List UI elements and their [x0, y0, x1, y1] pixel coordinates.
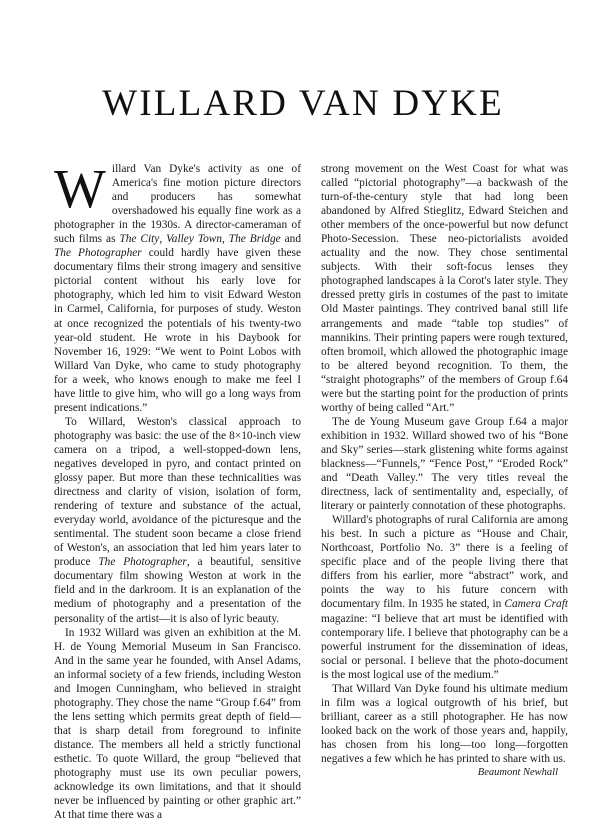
italic-title: Camera Craft — [504, 598, 568, 611]
italic-title: The Photographer — [54, 247, 142, 260]
italic-title: The Photographer — [98, 556, 187, 569]
paragraph-1 — [54, 158, 301, 415]
paragraph-6: Willard's photographs of rural California are among his best. In such a picture as “House and Chair, Northcoast, Portfolio No. 3” there is a feeling of specific place and of the people living there that differs from his earlier, more “abstract” work, and points the way to his future concern with documentary film. In 1935 he stated, in Camera Craft magazine: “I believe that art must be identified with contemporary life. I believe that photography can be a powerful instrument for the dissemination of ideas, social or personal. I believe that the photo-document is the most logical use of the medium.” — [321, 514, 568, 681]
paragraph-2: To Willard, Weston's classical approach to photography was basic: the use of the 8×10-inch view camera on a tripod, a well-stopped-down lens, negatives developed in pyro, and contact printed on glossy paper. But more than these technicalities was directness and clarity of vision, isolation of form, rendering of texture and substance of the actual, everyday world, avoidance of the picturesque and the sentimental. The student soon became a close friend of Weston's, an association that led him years later to produce The Photographer, a beautiful, sensitive documentary film showing Weston at work in the field and in the darkroom. It is an explanation of the medium of photography and a presentation of the personality of the artist—it is also of lyric beauty. — [54, 415, 302, 625]
italic-title: Valley Town — [166, 233, 222, 246]
paragraph-3: In 1932 Willard was given an exhibition at the M. H. de Young Memorial Museum in San Francisco. And in the same year he founded, with Ansel Adams, an informal society of a few friends, including Weston and Imogen Cunningham, who believed in straight photography. They chose the name “Group f.64” from the lens setting which permits great depth of field—that is sharp detail from foreground to infinite distance. The members all held a strictly functional esthetic. To quote Willard, the group “believed that photography must use its own peculiar powers, acknowledge its own limitations, and that it should never be influenced by painting or other graphic art.” At that time there was a — [54, 626, 301, 822]
drop-cap: W — [54, 158, 106, 219]
left-column — [54, 158, 302, 822]
italic-title: The Bridge — [228, 233, 281, 246]
italic-title: The City — [119, 233, 160, 246]
paragraph-4: strong movement on the West Coast for what was called “pictorial photography”—a backwash of the turn-of-the-century style that had long been abandoned by Alfred Stieglitz, Edward Steichen and other members of the once-powerful but now defunct Photo-Secession. These neo-pictorialists avoided actuality and the now. They chose sentimental subjects. With their soft-focus lenses they photographed landscapes à la Corot's later style. They dressed pretty girls in costumes of the past to imitate Old Master paintings. They contrived banal still life arrangements and made “table top studies” of mannikins. Their printing papers were rough textured, often bromoil, which allowed the photographic image to be altered beyond recognition. To them, the “straight photographs” of the members of Group f.64 were but the starting point for the production of prints worthy of being called “Art.” — [321, 163, 568, 414]
author-signature: Beaumont Newhall — [477, 767, 558, 779]
page-title: WILLARD VAN DYKE — [102, 83, 504, 124]
paragraph-5: The de Young Museum gave Group f.64 a major exhibition in 1932. Willard showed two of his “Bone and Sky” series—stark glistening white forms against blackness—“Funnels,” “Fence Post,” “Eroded Rock” and “Death Valley.” The very titles reveal the directness, lack of sentimentality and, especially, of literary or painterly connotation of these photographs. — [321, 415, 568, 513]
paragraph-7: That Willard Van Dyke found his ultimate medium in film was a logical outgrowth of his brief, but brilliant, career as a still photographer. He has now looked back on the work of those years and, happily, has chosen from his long—too long—forgotten negatives a few which he has printed to share with us. — [321, 682, 568, 765]
paragraph-1-text: illard Van Dyke's activity as one of America's fine motion picture directors and producers has somewhat overshadowed his equally fine work as a photographer in the 1930s. A director-cameraman of such films as The City, Valley Town, The Bridge and The Photographer could hardly have given these documentary films their strong imagery and sensitive pictorial content without his early love for photography, which led him to visit Edward Weston in Carmel, California, for purposes of study. Weston at once recognized the potentials of his twenty-two year-old student. He wrote in his Daybook for November 16, 1929: “We went to Point Lobos with Willard Van Dyke, who came to study photography for a week, who knows enough to make me feel I have little to give him, who will go a long ways from present indications.” — [54, 163, 301, 414]
right-column — [321, 162, 568, 780]
